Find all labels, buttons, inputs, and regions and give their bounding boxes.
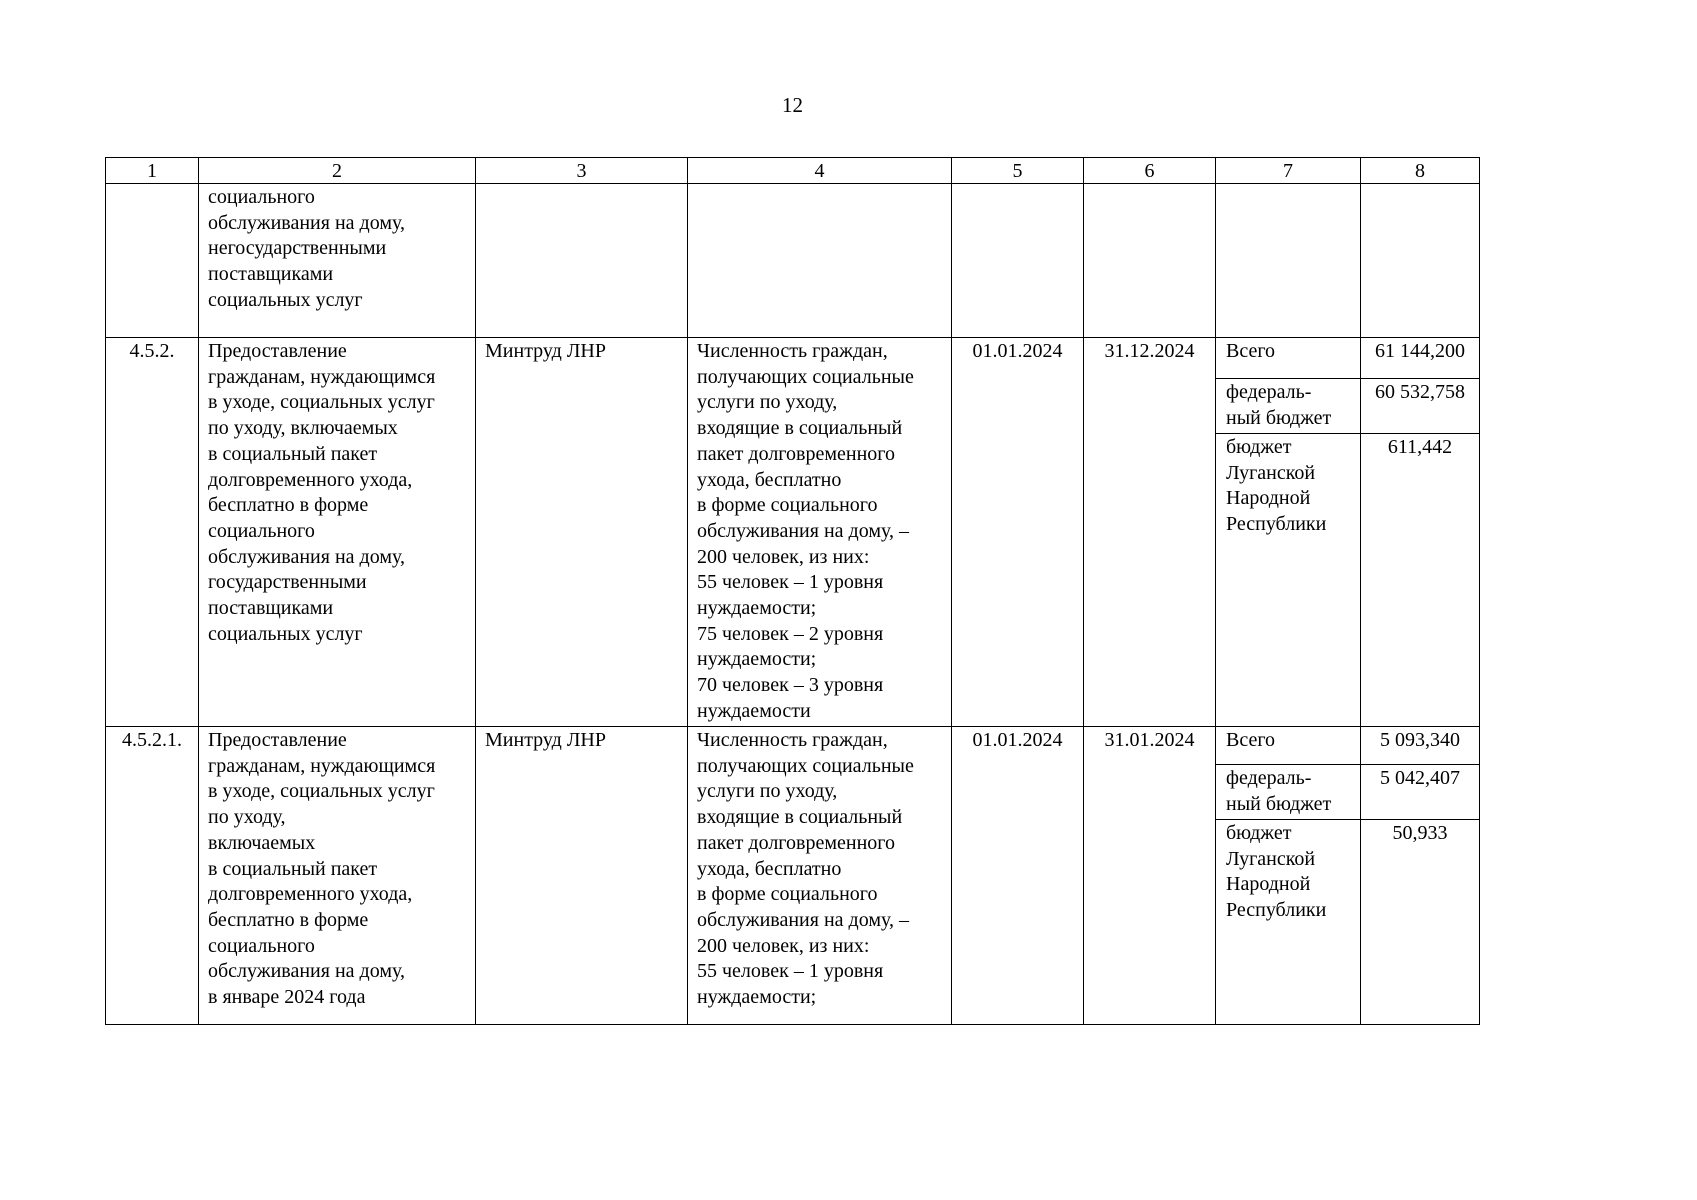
funding-source-total: Всего [1216, 338, 1360, 379]
funding-breakdown [1216, 727, 1480, 1025]
funding-amount-total: 5 093,340 [1360, 727, 1479, 765]
funding-amount-regional: 611,442 [1360, 434, 1479, 726]
cell-start-date [952, 184, 1084, 338]
cell-funding-amount [1361, 184, 1480, 338]
cell-description: социального обслуживания на дому, негосударственными поставщиками социальных услуг [199, 184, 476, 338]
column-header-8: 8 [1361, 158, 1480, 184]
table-header-row [106, 158, 1480, 184]
column-header-7: 7 [1216, 158, 1361, 184]
cell-executor: Минтруд ЛНР [476, 338, 688, 727]
cell-start-date: 01.01.2024 [952, 727, 1084, 1025]
funding-amount-federal: 5 042,407 [1360, 765, 1479, 820]
funding-source-federal: федераль- ный бюджет [1216, 765, 1360, 820]
page-number: 12 [782, 93, 803, 117]
cell-executor [476, 184, 688, 338]
cell-start-date: 01.01.2024 [952, 338, 1084, 727]
funding-amount-regional: 50,933 [1360, 820, 1479, 1024]
cell-end-date [1084, 184, 1216, 338]
funding-amount-federal: 60 532,758 [1360, 379, 1479, 434]
cell-indicator: Численность граждан, получающих социальные услуги по уходу, входящие в социальный пакет долговременного ухода, бесплатно в форме социального обслуживания на дому, – 200 человек, из них: 55 человек – 1 уровня нуждаемости; [688, 727, 952, 1025]
activity-table [105, 157, 1480, 1025]
cell-end-date: 31.01.2024 [1084, 727, 1216, 1025]
cell-indicator: Численность граждан, получающих социальные услуги по уходу, входящие в социальный пакет долговременного ухода, бесплатно в форме социального обслуживания на дому, – 200 человек, из них: 55 человек – 1 уровня нуждаемости; 75 человек – 2 уровня нуждаемости; 70 человек – 3 уровня нуждаемости [688, 338, 952, 727]
cell-num: 4.5.2. [106, 338, 199, 727]
column-header-2: 2 [199, 158, 476, 184]
cell-executor: Минтруд ЛНР [476, 727, 688, 1025]
funding-source-federal: федераль- ный бюджет [1216, 379, 1360, 434]
funding-source-total: Всего [1216, 727, 1360, 765]
cell-description: Предоставление гражданам, нуждающимся в уходе, социальных услуг по уходу, включаемых в социальный пакет долговременного ухода, бесплатно в форме социального обслуживания на дому, в январе 2024 года [199, 727, 476, 1025]
continuation-row [106, 184, 1480, 338]
funding-amount-total: 61 144,200 [1360, 338, 1479, 379]
table-row [106, 338, 1480, 727]
funding-breakdown [1216, 338, 1480, 727]
column-header-4: 4 [688, 158, 952, 184]
funding-source-regional: бюджет Луганской Народной Республики [1226, 436, 1327, 536]
column-header-3: 3 [476, 158, 688, 184]
cell-description: Предоставление гражданам, нуждающимся в уходе, социальных услуг по уходу, включаемых в социальный пакет долговременного ухода, бесплатно в форме социального обслуживания на дому, государственными поставщиками социальных услуг [199, 338, 476, 727]
column-header-5: 5 [952, 158, 1084, 184]
column-header-1: 1 [106, 158, 199, 184]
cell-end-date: 31.12.2024 [1084, 338, 1216, 727]
cell-indicator [688, 184, 952, 338]
column-header-6: 6 [1084, 158, 1216, 184]
cell-num: 4.5.2.1. [106, 727, 199, 1025]
table-row [106, 727, 1480, 1025]
funding-source-regional: бюджет Луганской Народной Республики [1226, 822, 1327, 922]
cell-funding-source [1216, 184, 1361, 338]
cell-num [106, 184, 199, 338]
